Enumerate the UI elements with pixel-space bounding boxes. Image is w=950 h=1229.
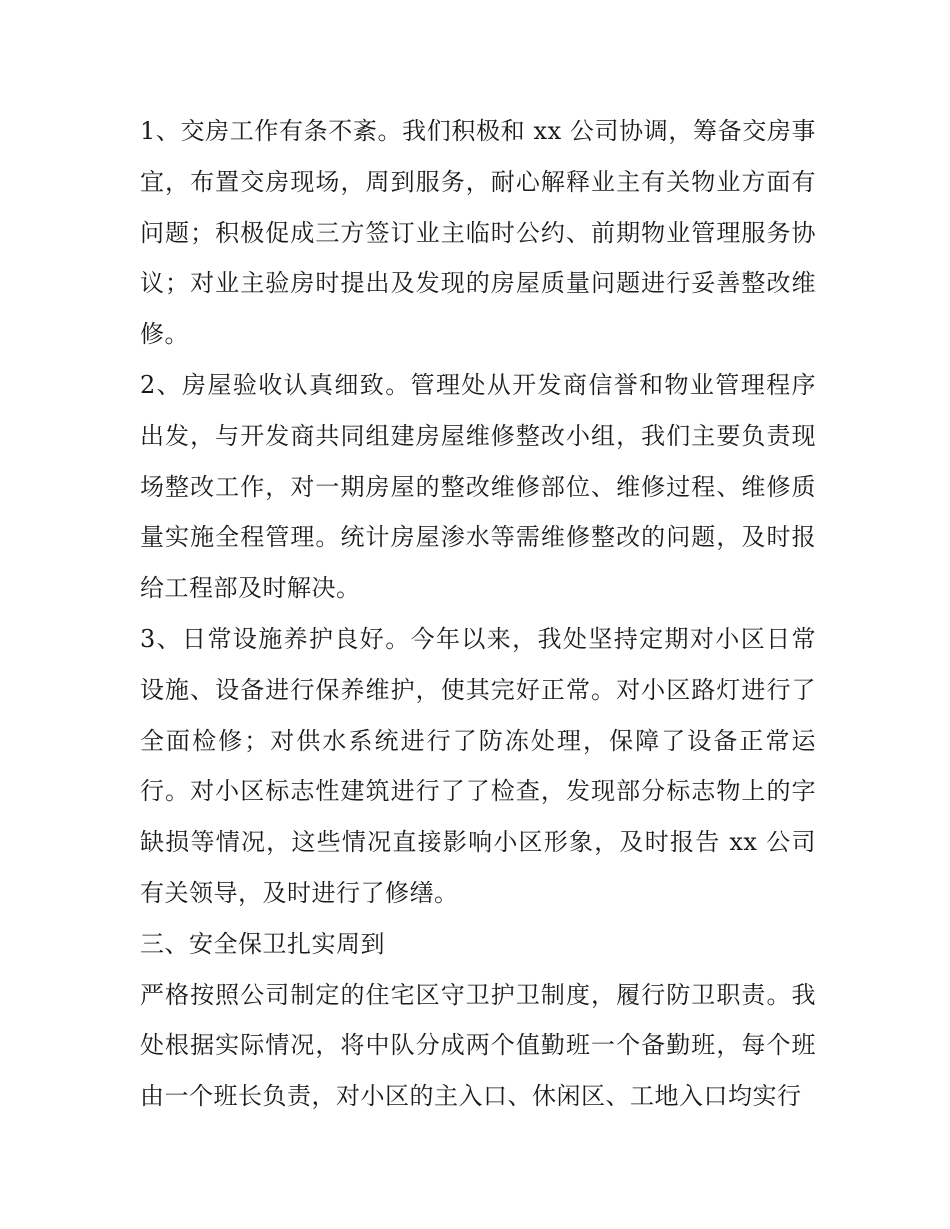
paragraph-security: 严格按照公司制定的住宅区守卫护卫制度，履行防卫职责。我处根据实际情况，将中队分成两个值勤班一个备勤班，每个班由一个班长负责，对小区的主入口、休闲区、工地入口均实行 — [140, 980, 816, 1111]
paragraph-handover: 1、交房工作有条不紊。我们积极和 xx 公司协调，筹备交房事宜，布置交房现场，周到服务，耐心解释业主有关物业方面有问题；积极促成三方签订业主临时公约、前期物业管理服务协议；对业主验房时提出及发现的房屋质量问题进行妥善整改维修。 — [140, 117, 816, 349]
document-body — [140, 106, 816, 1122]
paragraph-inspection: 2、房屋验收认真细致。管理处从开发商信誉和物业管理程序出发，与开发商共同组建房屋维修整改小组，我们主要负责现场整改工作，对一期房屋的整改维修部位、维修过程、维修质量实施全程管理。统计房屋渗水等需维修整改的问题，及时报给工程部及时解决。 — [140, 370, 816, 603]
section-heading-security: 三、安全保卫扎实周到 — [140, 929, 385, 958]
paragraph-maintenance: 3、日常设施养护良好。今年以来，我处坚持定期对小区日常设施、设备进行保养维护，使其完好正常。对小区路灯进行了全面检修；对供水系统进行了防冻处理，保障了设备正常运行。对小区标志性建筑进行了了检查，发现部分标志物上的字缺损等情况，这些情况直接影响小区形象，及时报告 xx 公司有关领导，及时进行了修缮。 — [140, 624, 816, 907]
